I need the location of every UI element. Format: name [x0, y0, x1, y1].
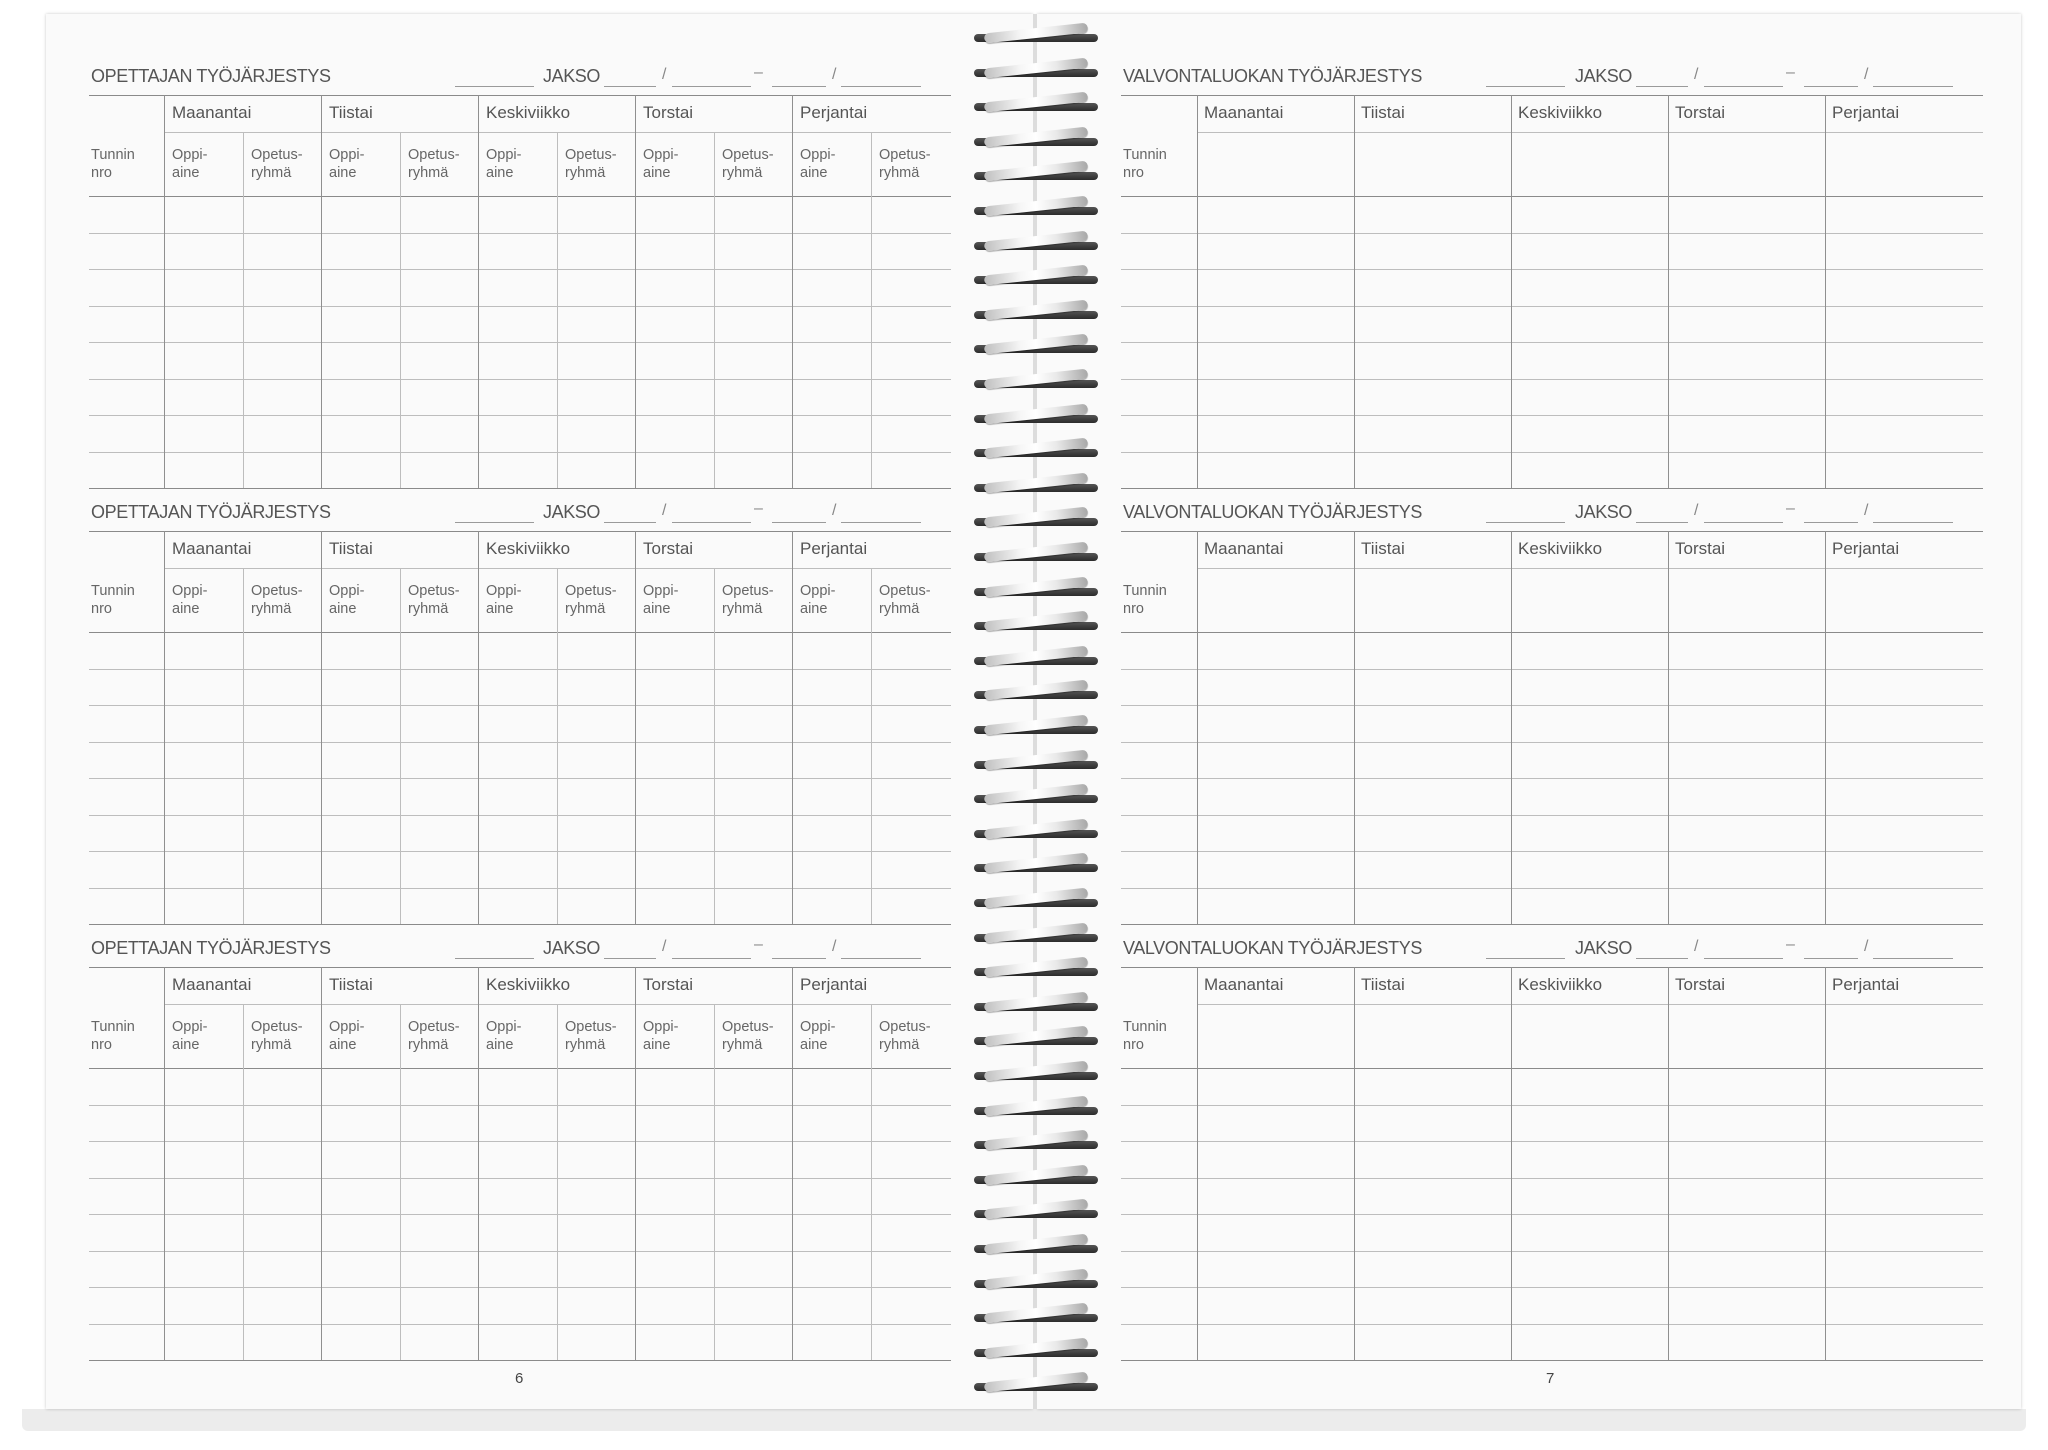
date-slash: / [662, 66, 667, 83]
date-field-line[interactable] [1704, 958, 1783, 959]
group-label-line2: ryhmä [879, 165, 920, 181]
subject-label-line1: Oppi- [800, 1019, 836, 1035]
day-label: Maanantai [172, 539, 252, 558]
day-divider [1354, 531, 1355, 924]
jakso-label: JAKSO [1575, 502, 1633, 522]
day-label: Perjantai [1832, 539, 1900, 558]
group-label-line1: Opetus- [722, 1019, 774, 1035]
group-label-line2: ryhmä [565, 601, 606, 617]
header-bottom-rule [1121, 1068, 1983, 1069]
group-label-line2: ryhmä [722, 601, 763, 617]
date-slash: / [1864, 502, 1869, 519]
day-divider [1354, 95, 1355, 488]
lesson-number-label-line2: nro [91, 601, 112, 617]
row-rule [1121, 705, 1983, 706]
row-rule [1121, 379, 1983, 380]
row-rule [1121, 1251, 1983, 1252]
day-label: Maanantai [1204, 975, 1284, 994]
jakso-label: JAKSO [1575, 66, 1633, 86]
class-timetable-title: VALVONTALUOKAN TYÖJÄRJESTYS [1123, 938, 1422, 958]
row-rule [1121, 669, 1983, 670]
name-field-line[interactable] [1486, 522, 1565, 523]
page-number-right: 7 [1546, 1370, 1555, 1387]
group-label-line2: ryhmä [565, 1037, 606, 1053]
day-divider [1197, 531, 1198, 924]
group-label-line2: ryhmä [251, 601, 292, 617]
notebook-edge-shadow [22, 1409, 2026, 1431]
lesson-number-label-line1: Tunnin [91, 1019, 135, 1035]
group-label-line1: Opetus- [879, 147, 931, 163]
date-field-line[interactable] [1873, 522, 1953, 523]
group-label-line2: ryhmä [251, 1037, 292, 1053]
subject-label-line2: aine [643, 601, 671, 617]
subject-label-line2: aine [800, 1037, 828, 1053]
group-label-line1: Opetus- [251, 147, 303, 163]
day-label: Torstai [1675, 975, 1726, 994]
table-bottom-rule [1121, 924, 1983, 925]
day-divider [1668, 531, 1669, 924]
subject-label-line1: Oppi- [643, 1019, 679, 1035]
subject-label-line2: aine [643, 165, 671, 181]
day-header-rule [1197, 1004, 1983, 1005]
date-slash: / [832, 66, 837, 83]
subject-label-line1: Oppi- [172, 1019, 208, 1035]
subject-label-line1: Oppi- [486, 1019, 522, 1035]
day-label: Tiistai [329, 975, 373, 994]
day-label: Torstai [643, 539, 694, 558]
class-timetable-1 [0, 58, 2048, 488]
class-timetable-2 [0, 494, 2048, 924]
day-divider [1511, 531, 1512, 924]
table-bottom-rule [1121, 1360, 1983, 1361]
group-label-line2: ryhmä [408, 601, 449, 617]
subject-label-line1: Oppi- [643, 147, 679, 163]
day-label: Maanantai [172, 103, 252, 122]
lesson-number-label-line2: nro [91, 165, 112, 181]
date-dash: – [1786, 500, 1795, 517]
jakso-label: JAKSO [543, 502, 601, 522]
date-dash: – [754, 500, 763, 517]
row-rule [1121, 888, 1983, 889]
subject-label-line2: aine [486, 165, 514, 181]
header-bottom-rule [1121, 196, 1983, 197]
spiral-coil [974, 1377, 1098, 1399]
row-rule [1121, 1287, 1983, 1288]
day-divider [1825, 531, 1826, 924]
lesson-number-label-line2: nro [1123, 1037, 1144, 1053]
group-label-line1: Opetus- [408, 147, 460, 163]
date-field-line[interactable] [1636, 86, 1688, 87]
teacher-timetable-title: OPETTAJAN TYÖJÄRJESTYS [91, 66, 331, 86]
row-rule [1121, 1214, 1983, 1215]
group-label-line2: ryhmä [879, 601, 920, 617]
date-slash: / [662, 502, 667, 519]
day-header-rule [1197, 132, 1983, 133]
day-label: Maanantai [1204, 539, 1284, 558]
lesson-number-label-line1: Tunnin [1123, 147, 1167, 163]
row-rule [1121, 1105, 1983, 1106]
date-field-line[interactable] [1873, 958, 1953, 959]
day-label: Tiistai [1361, 103, 1405, 122]
row-rule [1121, 778, 1983, 779]
subject-label-line1: Oppi- [643, 583, 679, 599]
day-label: Keskiviikko [486, 103, 571, 122]
row-rule [1121, 851, 1983, 852]
day-divider [1668, 967, 1669, 1360]
row-rule [1121, 452, 1983, 453]
day-label: Maanantai [1204, 103, 1284, 122]
day-divider [1197, 95, 1198, 488]
day-label: Tiistai [1361, 539, 1405, 558]
row-rule [1121, 415, 1983, 416]
subject-label-line2: aine [643, 1037, 671, 1053]
subject-label-line1: Oppi- [800, 583, 836, 599]
date-slash: / [832, 938, 837, 955]
date-field-line[interactable] [1704, 86, 1783, 87]
class-timetable-3 [0, 930, 2048, 1360]
subject-label-line1: Oppi- [486, 147, 522, 163]
table-bottom-rule [1121, 488, 1983, 489]
day-label: Keskiviikko [486, 975, 571, 994]
subject-label-line1: Oppi- [329, 147, 365, 163]
date-dash: – [1786, 64, 1795, 81]
day-label: Torstai [1675, 539, 1726, 558]
date-dash: – [1786, 936, 1795, 953]
lesson-number-label-line2: nro [1123, 601, 1144, 617]
day-label: Perjantai [800, 539, 868, 558]
date-dash: – [754, 936, 763, 953]
date-field-line[interactable] [1804, 958, 1858, 959]
page-number-left: 6 [515, 1370, 524, 1387]
subject-label-line2: aine [172, 601, 200, 617]
row-rule [1121, 269, 1983, 270]
date-field-line[interactable] [1873, 86, 1953, 87]
row-rule [1121, 306, 1983, 307]
group-label-line1: Opetus- [722, 583, 774, 599]
subject-label-line1: Oppi- [486, 583, 522, 599]
day-divider [1197, 967, 1198, 1360]
row-rule [1121, 1178, 1983, 1179]
group-label-line1: Opetus- [408, 1019, 460, 1035]
group-label-line1: Opetus- [722, 147, 774, 163]
day-divider [1511, 967, 1512, 1360]
table-top-rule [1121, 967, 1983, 968]
group-label-line2: ryhmä [879, 1037, 920, 1053]
group-label-line1: Opetus- [408, 583, 460, 599]
lesson-number-label-line2: nro [1123, 165, 1144, 181]
table-top-rule [1121, 95, 1983, 96]
day-label: Maanantai [172, 975, 252, 994]
subject-label-line2: aine [329, 601, 357, 617]
jakso-label: JAKSO [1575, 938, 1633, 958]
teacher-timetable-title: OPETTAJAN TYÖJÄRJESTYS [91, 938, 331, 958]
lesson-number-label-line2: nro [91, 1037, 112, 1053]
row-rule [1121, 1324, 1983, 1325]
date-slash: / [1694, 938, 1699, 955]
date-field-line[interactable] [1636, 958, 1688, 959]
day-divider [1825, 967, 1826, 1360]
subject-label-line2: aine [486, 1037, 514, 1053]
day-divider [1825, 95, 1826, 488]
lesson-number-label-line1: Tunnin [1123, 1019, 1167, 1035]
day-header-rule [1197, 568, 1983, 569]
date-field-line[interactable] [1704, 522, 1783, 523]
table-bottom-rule [89, 488, 951, 489]
group-label-line2: ryhmä [251, 165, 292, 181]
name-field-line[interactable] [1486, 86, 1565, 87]
row-rule [1121, 233, 1983, 234]
row-rule [1121, 815, 1983, 816]
group-label-line1: Opetus- [565, 583, 617, 599]
subject-label-line2: aine [486, 601, 514, 617]
group-label-line2: ryhmä [408, 1037, 449, 1053]
row-rule [1121, 742, 1983, 743]
day-label: Keskiviikko [1518, 539, 1603, 558]
group-label-line1: Opetus- [251, 1019, 303, 1035]
lesson-number-label-line1: Tunnin [91, 583, 135, 599]
day-label: Torstai [643, 975, 694, 994]
day-divider [1511, 95, 1512, 488]
date-field-line[interactable] [1804, 522, 1858, 523]
lesson-number-label-line1: Tunnin [91, 147, 135, 163]
header-bottom-rule [1121, 632, 1983, 633]
day-label: Perjantai [800, 975, 868, 994]
group-label-line2: ryhmä [565, 165, 606, 181]
day-label: Keskiviikko [486, 539, 571, 558]
subject-label-line2: aine [172, 1037, 200, 1053]
jakso-label: JAKSO [543, 66, 601, 86]
group-label-line1: Opetus- [879, 1019, 931, 1035]
group-label-line2: ryhmä [408, 165, 449, 181]
date-slash: / [832, 502, 837, 519]
subject-label-line2: aine [172, 165, 200, 181]
date-slash: / [662, 938, 667, 955]
day-divider [1354, 967, 1355, 1360]
date-field-line[interactable] [1636, 522, 1688, 523]
date-field-line[interactable] [1804, 86, 1858, 87]
group-label-line2: ryhmä [722, 165, 763, 181]
date-slash: / [1864, 66, 1869, 83]
day-label: Tiistai [329, 103, 373, 122]
lesson-number-label-line1: Tunnin [1123, 583, 1167, 599]
day-label: Keskiviikko [1518, 103, 1603, 122]
day-label: Tiistai [1361, 975, 1405, 994]
row-rule [1121, 1141, 1983, 1142]
group-label-line1: Opetus- [565, 147, 617, 163]
subject-label-line1: Oppi- [329, 1019, 365, 1035]
subject-label-line2: aine [800, 601, 828, 617]
spiral-coil [974, 28, 1098, 50]
subject-label-line2: aine [329, 1037, 357, 1053]
day-label: Tiistai [329, 539, 373, 558]
name-field-line[interactable] [1486, 958, 1565, 959]
table-bottom-rule [89, 1360, 951, 1361]
date-dash: – [754, 64, 763, 81]
subject-label-line2: aine [329, 165, 357, 181]
day-label: Torstai [1675, 103, 1726, 122]
date-slash: / [1694, 66, 1699, 83]
day-divider [1668, 95, 1669, 488]
subject-label-line2: aine [800, 165, 828, 181]
table-top-rule [1121, 531, 1983, 532]
table-bottom-rule [89, 924, 951, 925]
day-label: Torstai [643, 103, 694, 122]
subject-label-line1: Oppi- [172, 147, 208, 163]
class-timetable-title: VALVONTALUOKAN TYÖJÄRJESTYS [1123, 66, 1422, 86]
teacher-timetable-title: OPETTAJAN TYÖJÄRJESTYS [91, 502, 331, 522]
subject-label-line1: Oppi- [172, 583, 208, 599]
day-label: Perjantai [1832, 103, 1900, 122]
date-slash: / [1694, 502, 1699, 519]
class-timetable-title: VALVONTALUOKAN TYÖJÄRJESTYS [1123, 502, 1422, 522]
group-label-line2: ryhmä [722, 1037, 763, 1053]
group-label-line1: Opetus- [879, 583, 931, 599]
group-label-line1: Opetus- [251, 583, 303, 599]
day-label: Perjantai [800, 103, 868, 122]
jakso-label: JAKSO [543, 938, 601, 958]
day-label: Keskiviikko [1518, 975, 1603, 994]
group-label-line1: Opetus- [565, 1019, 617, 1035]
subject-label-line1: Oppi- [800, 147, 836, 163]
day-label: Perjantai [1832, 975, 1900, 994]
row-rule [1121, 342, 1983, 343]
subject-label-line1: Oppi- [329, 583, 365, 599]
date-slash: / [1864, 938, 1869, 955]
